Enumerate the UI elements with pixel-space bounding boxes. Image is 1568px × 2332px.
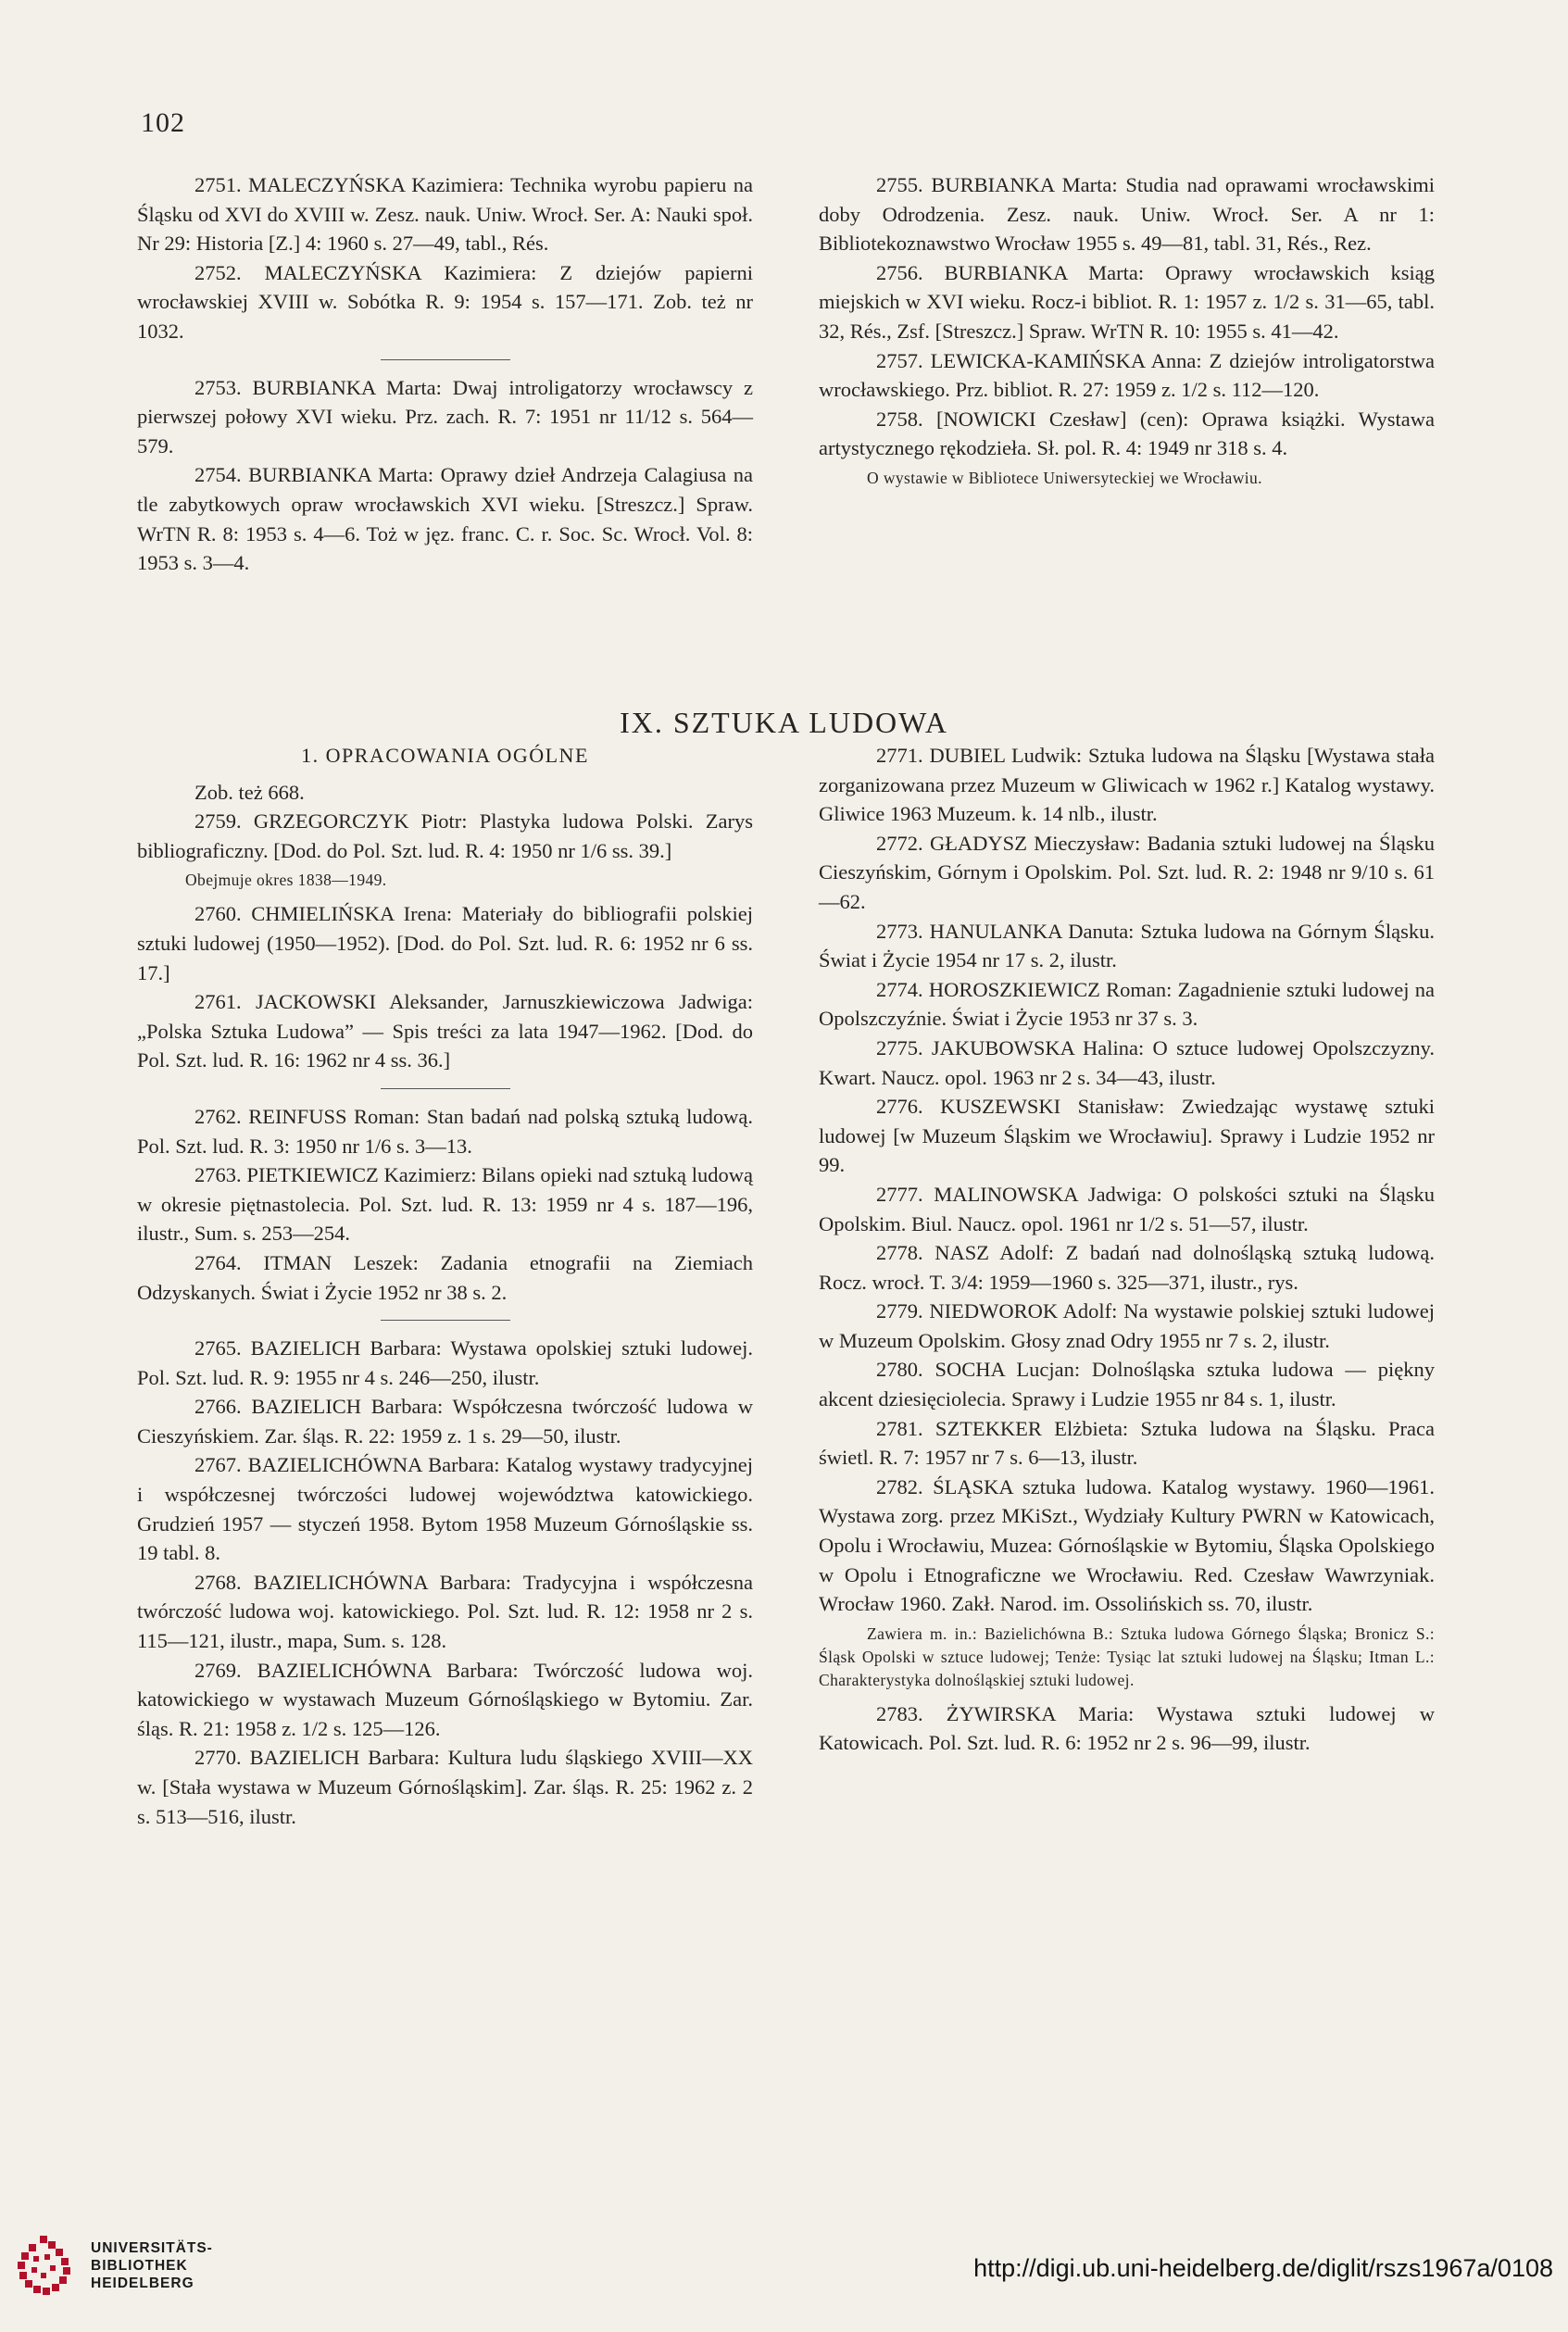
subsection-title: 1. OPRACOWANIA OGÓLNE [301,744,589,767]
column-top-right [819,170,1435,497]
library-name-line: BIBLIOTHEK [91,2258,188,2274]
bibliography-entry: 2753. BURBIANKA Marta: Dwaj introligatorzy wrocławscy z pierwszej połowy XVI wieku. Prz. zach. R. 7: 1951 nr 11/12 s. 564—579. [137,375,753,458]
footer [0,2221,1568,2332]
bibliography-entry: 2770. BAZIELICH Barbara: Kultura ludu śląskiego XVIII—XX w. [Stała wystawa w Muzeum Górnośląskim]. Zar. śląs. R. 25: 1962 z. 2 s. 513—516, ilustr. [137,1746,753,1828]
bibliography-entry: 2776. KUSZEWSKI Stanisław: Zwiedzając wystawę sztuki ludowej [w Muzeum Śląskim we Wrocławiu]. Sprawy i Ludzie 1952 nr 99. [819,1095,1435,1177]
bibliography-entry: 2755. BURBIANKA Marta: Studia nad oprawami wrocławskimi doby Odrodzenia. Zesz. nauk. Uniw. Wrocł. Ser. A nr 1: Bibliotekoznawstwo Wrocław 1955 s. 49—81, tabl. 31, Rés., Rez. [819,173,1435,256]
bibliography-entry: 2765. BAZIELICH Barbara: Wystawa opolskiej sztuki ludowej. Pol. Szt. lud. R. 9: 1955 nr 4 s. 246—250, ilustr. [137,1336,753,1389]
library-name-line: UNIVERSITÄTS- [91,2240,213,2256]
bibliography-entry: 2767. BAZIELICHÓWNA Barbara: Katalog wystawy tradycyjnej i współczesnej twórczości ludowej województwa katowickiego. Grudzień 1957 — styczeń 1958. Bytom 1958 Muzeum Górnośląskie ss. 19 tabl. 8. [137,1453,753,1565]
bibliography-entry: 2768. BAZIELICHÓWNA Barbara: Tradycyjna i współczesna twórczość ludowa woj. katowickiego. Pol. Szt. lud. R. 12: 1958 nr 2 s. 115—121, ilustr., mapa, Sum. s. 128. [137,1570,753,1653]
bibliography-entry: 2762. REINFUSS Roman: Stan badań nad polską sztuką ludową. Pol. Szt. lud. R. 3: 1950 nr 1/6 s. 3—13. [137,1104,753,1158]
section-separator [381,359,510,360]
bibliography-entry: 2752. MALECZYŃSKA Kazimiera: Z dziejów papierni wrocławskiej XVIII w. Sobótka R. 9: 1954 s. 157—171. Zob. też nr 1032. [137,260,753,343]
bibliography-entry: 2764. ITMAN Leszek: Zadania etnografii na Ziemiach Odzyskanych. Świat i Życie 1952 nr 38 s. 2. [137,1250,753,1304]
bibliography-entry: 2781. SZTEKKER Elżbieta: Sztuka ludowa na Śląsku. Praca świetl. R. 7: 1957 nr 7 s. 6—13, ilustr. [819,1416,1435,1470]
bibliography-entry: 2758. [NOWICKI Czesław] (cen): Oprawa książki. Wystawa artystycznego rękodzieła. Sł. pol. R. 4: 1949 nr 318 s. 4. [819,407,1435,460]
bibliography-entry: 2760. CHMIELIŃSKA Irena: Materiały do bibliografii polskiej sztuki ludowej (1950—1952). [Dod. do Pol. Szt. lud. R. 6: 1952 nr 6 ss. 17.] [137,902,753,984]
entry-note: O wystawie w Bibliotece Uniwersyteckiej we Wrocławiu. [867,468,1262,487]
bibliography-entry: 2763. PIETKIEWICZ Kazimierz: Bilans opieki nad sztuką ludową w okresie piętnastolecia. Pol. Szt. lud. R. 13: 1959 nr 4 s. 187—196, ilustr., Sum. s. 253—254. [137,1163,753,1246]
library-name-line: HEIDELBERG [91,2276,194,2291]
section-separator [381,1320,510,1321]
section-title: IX. SZTUKA LUDOWA [620,706,948,739]
library-name [91,2239,213,2292]
entry-note: Zawiera m. in.: Bazielichówna B.: Sztuka ludowa Górnego Śląska; Bronicz S.: Śląsk Opolski w sztuce ludowej; Tenże: Tysiąc lat sztuki ludowej na Śląsku; Itman L.: Charakterystyka dolnośląskiej sztuki ludowej. [819,1624,1435,1689]
bibliography-entry: 2779. NIEDWOROK Adolf: Na wystawie polskiej sztuki ludowej w Muzeum Opolskim. Głosy znad Odry 1955 nr 7 s. 2, ilustr. [819,1299,1435,1352]
page-number: 102 [141,107,185,138]
bibliography-entry: 2773. HANULANKA Danuta: Sztuka ludowa na Górnym Śląsku. Świat i Życie 1954 nr 17 s. 2, ilustr. [819,919,1435,972]
bibliography-entry: 2769. BAZIELICHÓWNA Barbara: Twórczość ludowa woj. katowickiego w wystawach Muzeum Górnośląskiego w Bytomiu. Zar. śląs. R. 21: 1958 z. 1/2 s. 125—126. [137,1658,753,1740]
bibliography-entry: 2775. JAKUBOWSKA Halina: O sztuce ludowej Opolszczyzny. Kwart. Naucz. opol. 1963 nr 2 s. 34—43, ilustr. [819,1035,1435,1089]
column-bottom-left [137,741,753,1831]
bibliography-entry: 2761. JACKOWSKI Aleksander, Jarnuszkiewiczowa Jadwiga: „Polska Sztuka Ludowa” — Spis treści za lata 1947—1962. [Dod. do Pol. Szt. lud. R. 16: 1962 nr 4 ss. 36.] [137,990,753,1072]
bibliography-entry: 2754. BURBIANKA Marta: Oprawy dzieł Andrzeja Calagiusa na tle zabytkowych opraw wrocławskich XVI wieku. [Streszcz.] Spraw. WrTN R. 8: 1953 s. 4—6. Toż w jęz. franc. C. r. Soc. Sc. Wrocł. Vol. 8: 1953 s. 3—4. [137,463,753,575]
source-url-link[interactable]: http://digi.ub.uni-heidelberg.de/diglit/rszs1967a/0108 [973,2254,1553,2282]
bibliography-entry: 2774. HOROSZKIEWICZ Roman: Zagadnienie sztuki ludowej na Opolszczyźnie. Świat i Życie 1953 nr 37 s. 3. [819,977,1435,1031]
library-logo-icon [11,2234,76,2299]
entry-note: Obejmuje okres 1838—1949. [185,871,387,890]
bibliography-entry: 2751. MALECZYŃSKA Kazimiera: Technika wyrobu papieru na Śląsku od XVI do XVIII w. Zesz. nauk. Uniw. Wrocł. Ser. A: Nauki społ. Nr 29: Historia [Z.] 4: 1960 s. 27—49, tabl., Rés. [137,173,753,256]
column-bottom-right [819,741,1435,1758]
bibliography-entry: 2783. ŻYWIRSKA Maria: Wystawa sztuki ludowej w Katowicach. Pol. Szt. lud. R. 6: 1952 nr 2 s. 96—99, ilustr. [819,1701,1435,1755]
bibliography-entry: 2771. DUBIEL Ludwik: Sztuka ludowa na Śląsku [Wystawa stała zorganizowana przez Muzeum w Gliwicach w 1962 r.] Katalog wystawy. Gliwice 1963 Muzeum. k. 14 nlb., ilustr. [819,744,1435,826]
section-separator [381,1088,510,1089]
bibliography-entry: 2766. BAZIELICH Barbara: Współczesna twórczość ludowa w Cieszyńskiem. Zar. śląs. R. 22: 1959 z. 1 s. 29—50, ilustr. [137,1395,753,1448]
bibliography-entry: 2780. SOCHA Lucjan: Dolnośląska sztuka ludowa — piękny akcent dziesięciolecia. Sprawy i Ludzie 1955 nr 84 s. 1, ilustr. [819,1358,1435,1411]
bibliography-entry: 2759. GRZEGORCZYK Piotr: Plastyka ludowa Polski. Zarys bibliograficzny. [Dod. do Pol. Szt. lud. R. 4: 1950 nr 1/6 ss. 39.] [137,809,753,862]
bibliography-entry: Zob. też 668. [194,780,305,804]
bibliography-entry: 2778. NASZ Adolf: Z badań nad dolnośląską sztuką ludową. Rocz. wrocł. T. 3/4: 1959—1960 s. 325—371, ilustr., rys. [819,1241,1435,1294]
bibliography-entry: 2756. BURBIANKA Marta: Oprawy wrocławskich ksiąg miejskich w XVI wieku. Rocz-i bibliot. R. 1: 1957 z. 1/2 s. 31—65, tabl. 32, Rés., Zsf. [Streszcz.] Spraw. WrTN R. 10: 1955 s. 41—42. [819,260,1435,343]
bibliography-entry: 2772. GŁADYSZ Mieczysław: Badania sztuki ludowej na Śląsku Cieszyńskim, Górnym i Opolskim. Pol. Szt. lud. R. 2: 1948 nr 9/10 s. 61—62. [819,831,1435,913]
bibliography-entry: 2782. ŚLĄSKA sztuka ludowa. Katalog wystawy. 1960—1961. Wystawa zorg. przez MKiSzt., Wydziały Kultury PWRN w Katowicach, Opolu i Wrocławiu, Muzea: Górnośląskie w Bytomiu, Śląska Opolskiego w Opolu i Etnograficzne we Wrocławiu. Red. Czesław Wawrzyniak. Wrocław 1960. Zakł. Narod. im. Ossolińskich ss. 70, ilustr. [819,1474,1435,1616]
column-top-left [137,170,753,578]
bibliography-entry: 2757. LEWICKA-KAMIŃSKA Anna: Z dziejów introligatorstwa wrocławskiego. Prz. bibliot. R. 27: 1959 z. 1/2 s. 112—120. [819,348,1435,402]
bibliography-entry: 2777. MALINOWSKA Jadwiga: O polskości sztuki na Śląsku Opolskim. Biul. Naucz. opol. 1961 nr 1/2 s. 51—57, ilustr. [819,1182,1435,1235]
